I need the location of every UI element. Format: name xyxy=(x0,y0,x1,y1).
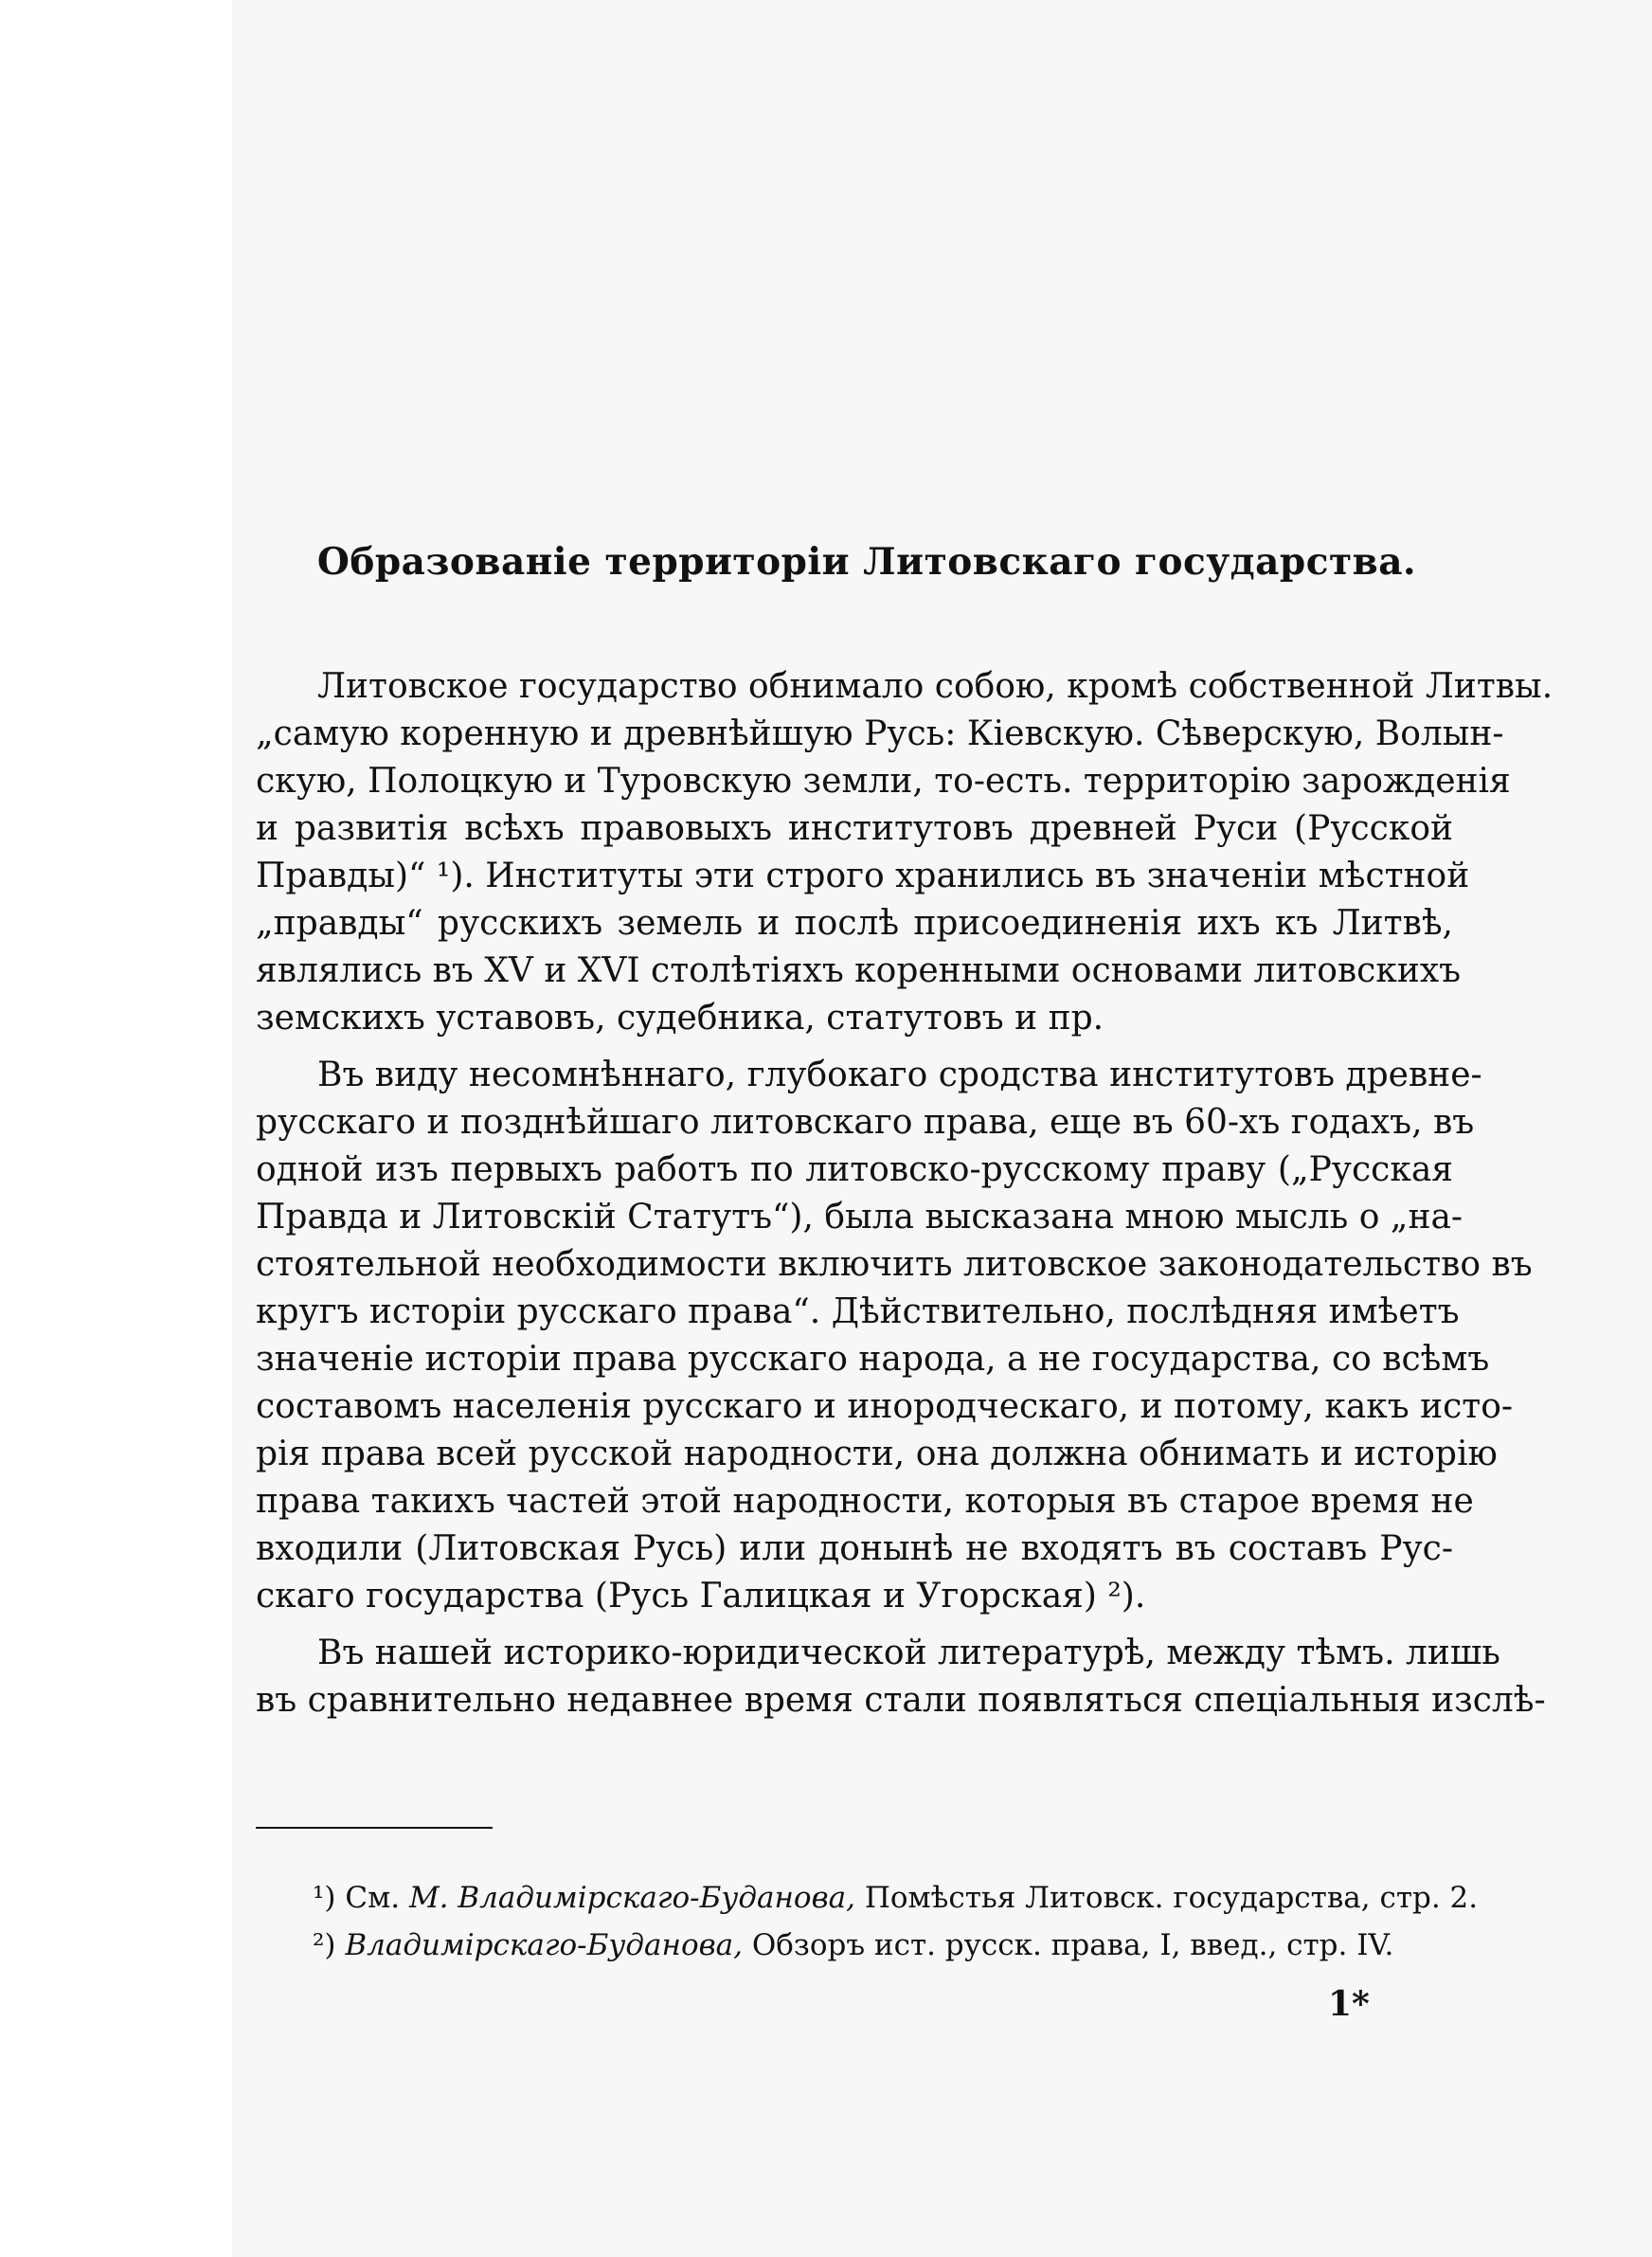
footnote-text: Помѣстья Литовск. государства, стр. 2. xyxy=(864,1881,1479,1915)
body-line: кругъ исторіи русскаго права“. Дѣйствительно, послѣдняя имѣетъ xyxy=(256,1292,1460,1331)
footnote-2 xyxy=(313,1926,1393,1964)
body-line: скую, Полоцкую и Туровскую земли, то-есть. территорію зарожденія xyxy=(256,762,1511,801)
footnote-mark: ²) xyxy=(313,1928,336,1962)
body-line: „самую коренную и древнѣйшую Русь: Кіевскую. Сѣверскую, Волын- xyxy=(256,714,1504,753)
body-line: земскихъ уставовъ, судебника, статутовъ и пр. xyxy=(256,999,1104,1038)
footnote-prefix: См. xyxy=(345,1881,401,1915)
body-line: въ сравнительно недавнее время стали появляться спеціальныя изслѣ- xyxy=(256,1681,1546,1720)
body-line: рія права всей русской народности, она должна обнимать и исторію xyxy=(256,1435,1498,1473)
body-line: Правда и Литовскій Статутъ“), была высказана мною мысль о „на- xyxy=(256,1198,1463,1237)
body-line: и развитія всѣхъ правовыхъ институтовъ древней Руси (Русской xyxy=(256,809,1453,848)
body-line: права такихъ частей этой народности, которыя въ старое время не xyxy=(256,1482,1474,1521)
body-line: Въ нашей историко-юридической литературѣ, между тѣмъ. лишь xyxy=(317,1634,1500,1672)
signature-mark: 1* xyxy=(1328,1984,1370,2024)
body-line: значеніе исторіи права русскаго народа, а не государства, со всѣмъ xyxy=(256,1340,1490,1379)
footnote-mark: ¹) xyxy=(313,1881,336,1915)
body-line: одной изъ первыхъ работъ по литовско-русскому праву („Русская xyxy=(256,1150,1453,1189)
body-line: скаго государства (Русь Галицкая и Угорская) ²). xyxy=(256,1577,1146,1616)
page-title: Образованіе территоріи Литовскаго государства. xyxy=(316,540,1417,584)
body-line: составомъ населенія русскаго и инородческаго, и потому, какъ исто- xyxy=(256,1387,1514,1426)
footnote-1 xyxy=(313,1879,1478,1917)
body-line: стоятельной необходимости включить литовское законодательство въ xyxy=(256,1245,1533,1284)
footnote-text: Обзоръ ист. русск. права, I, введ., стр. IV. xyxy=(751,1928,1394,1962)
body-line: Въ виду несомнѣннаго, глубокаго сродства институтовъ древне- xyxy=(317,1056,1482,1094)
body-line: „правды“ русскихъ земель и послѣ присоединенія ихъ къ Литвѣ, xyxy=(256,904,1453,943)
body-line: являлись въ XV и XVI столѣтіяхъ коренными основами литовскихъ xyxy=(256,951,1462,990)
body-line: входили (Литовская Русь) или донынѣ не входятъ въ составъ Рус- xyxy=(256,1529,1453,1568)
body-line: русскаго и позднѣйшаго литовскаго права, еще въ 60-хъ годахъ, въ xyxy=(256,1103,1475,1142)
footnote-divider xyxy=(256,1827,493,1829)
footnote-author: Владимірскаго-Буданова, xyxy=(345,1928,743,1962)
body-line: Правды)“ ¹). Институты эти строго хранились въ значеніи мѣстной xyxy=(256,857,1470,895)
body-line: Литовское государство обнимало собою, кромѣ собственной Литвы. xyxy=(317,667,1553,706)
footnote-author: М. Владимірскаго-Буданова, xyxy=(408,1881,855,1915)
